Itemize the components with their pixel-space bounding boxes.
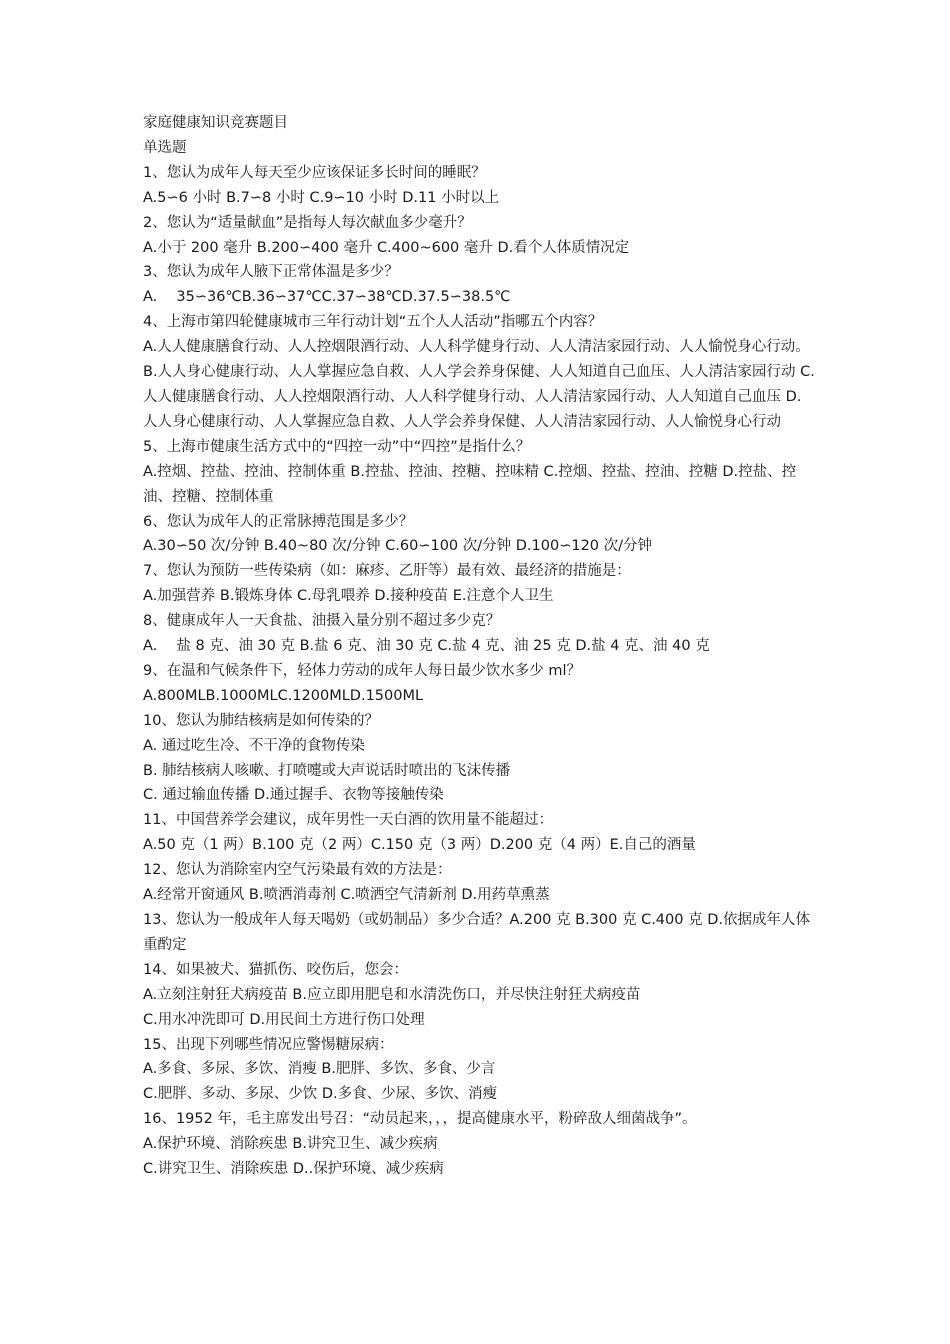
question-8: 8、健康成年人一天食盐、油摄入量分别不超过多少克？ [143,613,501,630]
question-10: 10、您认为肺结核病是如何传染的？ [143,712,379,729]
question-15: 15、出现下列哪些情况应警惕糖尿病： [143,1036,394,1053]
options-10-c: C. 通过输血传播 D.通过握手、衣物等接触传染 [143,787,444,804]
options-15-c: C.肥胖、多动、多尿、少饮 D.多食、少尿、多饮、消瘦 [143,1086,498,1103]
options-9: A.800MLB.1000MLC.1200MLD.1500ML [143,687,424,704]
options-6: A.30∽50 次/分钟 B.40~80 次/分钟 C.60∽100 次/分钟 D.100∽120 次/分钟 [143,538,653,555]
document-body [143,111,815,1182]
document-title: 家庭健康知识竞赛题目 [143,115,288,131]
question-11: 11、中国营养学会建议，成年男性一天白酒的饮用量不能超过： [143,812,553,829]
question-4: 4、上海市第四轮健康城市三年行动计划“五个人人活动”指哪五个内容？ [143,314,603,331]
options-7: A.加强营养 B.锻炼身体 C.母乳喂养 D.接种疫苗 E.注意个人卫生 [143,588,554,605]
options-2: A.小于 200 毫升 B.200∽400 毫升 C.400~600 毫升 D.看个人体质情况定 [143,239,630,256]
options-14-c: C.用水冲洗即可 D.用民间土方进行伤口处理 [143,1011,425,1028]
question-14: 14、如果被犬、猫抓伤、咬伤后，您会： [143,961,408,978]
question-3: 3、您认为成年人腋下正常体温是多少？ [143,264,399,281]
question-16: 16、1952 年，毛主席发出号召：“动员起来，，，提高健康水平，粉碎敌人细菌战争”。 [143,1111,697,1128]
options-5: A.控烟、控盐、控油、控制体重 B.控盐、控油、控糖、控味精 C.控烟、控盐、控油、控糖 D.控盐、控油、控糖、控制体重 [143,463,797,505]
question-12: 12、您认为消除室内空气污染最有效的方法是： [143,862,452,879]
options-4: A.人人健康膳食行动、人人控烟限酒行动、人人科学健身行动、人人清洁家园行动、人人愉悦身心行动。B.人人身心健康行动、人人掌握应急自救、人人学会养身保健、人人知道自己血压、人人清洁家园行动 C.人人健康膳食行动、人人控烟限酒行动、人人科学健身行动、人人清洁家园行动、人人知道自己血压 D.人人身心健康行动、人人掌握应急自救、人人学会养身保健、人人清洁家园行动、人人愉悦身心行动 [143,339,815,430]
options-10-b: B. 肺结核病人咳嗽、打喷嚏或大声说话时喷出的飞沫传播 [143,762,511,779]
question-6: 6、您认为成年人的正常脉搏范围是多少？ [143,513,414,530]
options-1: A.5∽6 小时 B.7∽8 小时 C.9∽10 小时 D.11 小时以上 [143,189,500,206]
question-9: 9、在温和气候条件下，轻体力劳动的成年人每日最少饮水多少 ml？ [143,662,581,679]
question-7: 7、您认为预防一些传染病（如：麻疹、乙肝等）最有效、最经济的措施是： [143,563,631,580]
options-16-a: A.保护环境、消除疾患 B.讲究卫生、减少疾病 [143,1136,438,1153]
options-10-a: A. 通过吃生冷、不干净的食物传染 [143,737,365,754]
options-15-a: A.多食、多尿、多饮、消瘦 B.肥胖、多饮、多食、少言 [143,1061,496,1078]
question-13: 13、您认为一般成年人每天喝奶（或奶制品）多少合适？A.200 克 B.300 克 C.400 克 D.依据成年人体重酌定 [143,912,810,953]
options-16-c: C.讲究卫生、消除疾患 D..保护环境、减少疾病 [143,1161,444,1178]
question-5: 5、上海市健康生活方式中的“四控一动”中“四控”是指什么？ [143,438,531,455]
section-heading: 单选题 [143,139,187,156]
question-1: 1、您认为成年人每天至少应该保证多长时间的睡眠？ [143,164,486,181]
options-8: A. 盐 8 克、油 30 克 B.盐 6 克、油 30 克 C.盐 4 克、油 25 克 D.盐 4 克、油 40 克 [143,638,710,655]
options-3: A. 35∽36℃B.36∽37℃C.37∽38℃D.37.5∽38.5℃ [143,289,511,306]
options-12: A.经常开窗通风 B.喷洒消毒剂 C.喷洒空气清新剂 D.用药草熏蒸 [143,887,550,904]
options-14-a: A.立刻注射狂犬病疫苗 B.应立即用肥皂和水清洗伤口，并尽快注射狂犬病疫苗 [143,986,641,1003]
options-11: A.50 克（1 两）B.100 克（2 两）C.150 克（3 两）D.200 克（4 两）E.自己的酒量 [143,837,696,854]
question-2: 2、您认为“适量献血”是指每人每次献血多少毫升？ [143,214,472,231]
